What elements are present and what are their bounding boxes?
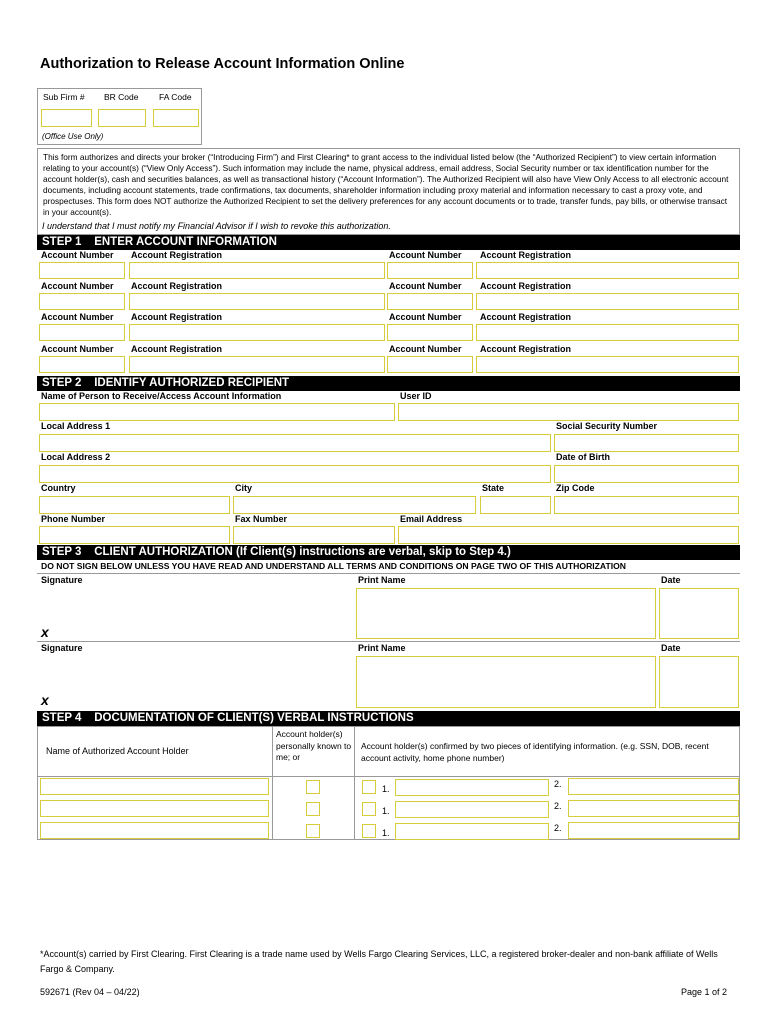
account-registration-field-4[interactable] [476, 293, 739, 310]
step1-header: STEP 1 ENTER ACCOUNT INFORMATION [37, 235, 740, 250]
sign-warning: DO NOT SIGN BELOW UNLESS YOU HAVE READ AND UNDERSTAND ALL TERMS AND CONDITIONS ON PAGE TWO OF THIS AUTHORIZATION [41, 561, 627, 571]
id-2-label-2: 2. [554, 801, 562, 811]
print-name-2-label: Print Name [358, 643, 406, 653]
fax-field[interactable] [233, 526, 395, 544]
fax-label: Fax Number [235, 514, 288, 524]
date-1-field[interactable] [659, 588, 739, 639]
account-number-label-2: Account Number [389, 250, 462, 260]
user-id-field[interactable] [398, 403, 739, 421]
recipient-name-label: Name of Person to Receive/Access Account Information [41, 391, 282, 401]
account-number-label-1: Account Number [41, 250, 114, 260]
state-field[interactable] [480, 496, 551, 514]
signature-2-x: x [41, 692, 49, 708]
zip-field[interactable] [554, 496, 739, 514]
known-column-header: Account holder(s) personally known to me; or [276, 729, 352, 762]
id-2-field-3[interactable] [568, 822, 739, 839]
state-label: State [482, 483, 505, 493]
date-2-field[interactable] [659, 656, 739, 708]
account-number-field-8[interactable] [387, 356, 473, 373]
email-label: Email Address [400, 514, 463, 524]
known-checkbox-2[interactable] [306, 802, 320, 816]
page-title: Authorization to Release Account Information Online [40, 56, 405, 72]
form-id: 592671 (Rev 04 – 04/22) [40, 987, 140, 997]
revoke-notice: I understand that I must notify my Financial Advisor if I wish to revoke this authorization. [42, 221, 391, 231]
fa-code-field[interactable] [153, 109, 199, 127]
local-address-1-field[interactable] [39, 434, 551, 452]
signature-2-label: Signature [41, 643, 83, 653]
city-field[interactable] [233, 496, 476, 514]
account-number-label-5: Account Number [41, 312, 114, 322]
account-number-field-6[interactable] [387, 324, 473, 341]
account-number-label-8: Account Number [389, 344, 462, 354]
print-name-2-field[interactable] [356, 656, 656, 708]
account-registration-label-1: Account Registration [131, 250, 223, 260]
user-id-label: User ID [400, 391, 432, 401]
account-registration-field-6[interactable] [476, 324, 739, 341]
step3-header: STEP 3 CLIENT AUTHORIZATION (If Client(s) instructions are verbal, skip to Step 4.) [37, 545, 740, 560]
local-address-2-field[interactable] [39, 465, 551, 483]
account-registration-field-3[interactable] [129, 293, 385, 310]
date-2-label: Date [661, 643, 681, 653]
id-2-label-3: 2. [554, 823, 562, 833]
local-address-1-label: Local Address 1 [41, 421, 111, 431]
confirm-checkbox-2[interactable] [362, 802, 376, 816]
account-registration-field-7[interactable] [129, 356, 385, 373]
account-registration-label-2: Account Registration [480, 250, 572, 260]
sub-firm-label: Sub Firm # [43, 92, 85, 102]
account-holder-name-field-3[interactable] [40, 822, 269, 839]
email-field[interactable] [398, 526, 739, 544]
br-code-field[interactable] [98, 109, 146, 127]
id-1-label-2: 1. [382, 806, 390, 816]
signature-2-field[interactable] [37, 656, 353, 708]
account-registration-label-3: Account Registration [131, 281, 223, 291]
br-code-label: BR Code [104, 92, 139, 102]
account-number-field-4[interactable] [387, 293, 473, 310]
ssn-label: Social Security Number [556, 421, 658, 431]
dob-field[interactable] [554, 465, 739, 483]
account-number-field-5[interactable] [39, 324, 125, 341]
signature-1-x: x [41, 624, 49, 640]
account-holder-name-field-2[interactable] [40, 800, 269, 817]
print-name-1-label: Print Name [358, 575, 406, 585]
id-1-field-1[interactable] [395, 779, 549, 796]
city-label: City [235, 483, 253, 493]
ssn-field[interactable] [554, 434, 739, 452]
account-number-label-7: Account Number [41, 344, 114, 354]
signature-1-label: Signature [41, 575, 83, 585]
print-name-1-field[interactable] [356, 588, 656, 639]
account-number-field-7[interactable] [39, 356, 125, 373]
account-holder-name-field-1[interactable] [40, 778, 269, 795]
id-1-label-1: 1. [382, 784, 390, 794]
confirm-checkbox-3[interactable] [362, 824, 376, 838]
account-registration-field-2[interactable] [476, 262, 739, 279]
name-column-header: Name of Authorized Account Holder [46, 746, 189, 756]
account-number-label-4: Account Number [389, 281, 462, 291]
account-registration-label-8: Account Registration [480, 344, 572, 354]
confirm-column-header: Account holder(s) confirmed by two pieces of identifying information. (e.g. SSN, DOB, recent account activity, home phone number) [361, 741, 709, 763]
local-address-2-label: Local Address 2 [41, 452, 111, 462]
account-registration-field-5[interactable] [129, 324, 385, 341]
account-number-label-3: Account Number [41, 281, 114, 291]
confirm-checkbox-1[interactable] [362, 780, 376, 794]
date-1-label: Date [661, 575, 681, 585]
phone-label: Phone Number [41, 514, 106, 524]
country-field[interactable] [39, 496, 230, 514]
id-1-label-3: 1. [382, 828, 390, 838]
country-label: Country [41, 483, 76, 493]
footer-note: *Account(s) carried by First Clearing. First Clearing is a trade name used by Wells Fargo Clearing Services, LLC, a registered broker-dealer and non-bank affiliate of Wells Fargo & Company. [40, 949, 718, 974]
id-2-field-1[interactable] [568, 778, 739, 795]
zip-label: Zip Code [556, 483, 595, 493]
account-registration-label-7: Account Registration [131, 344, 223, 354]
account-number-field-2[interactable] [387, 262, 473, 279]
sub-firm-field[interactable] [41, 109, 92, 127]
account-registration-field-1[interactable] [129, 262, 385, 279]
page-number: Page 1 of 2 [681, 987, 728, 997]
office-use-box [37, 88, 202, 145]
known-checkbox-3[interactable] [306, 824, 320, 838]
known-checkbox-1[interactable] [306, 780, 320, 794]
account-number-field-1[interactable] [39, 262, 125, 279]
dob-label: Date of Birth [556, 452, 610, 462]
fa-code-label: FA Code [159, 92, 192, 102]
phone-field[interactable] [39, 526, 230, 544]
account-registration-label-6: Account Registration [480, 312, 572, 322]
id-1-field-3[interactable] [395, 823, 549, 840]
account-number-field-3[interactable] [39, 293, 125, 310]
signature-1-field[interactable] [37, 588, 353, 639]
id-2-label-1: 2. [554, 779, 562, 789]
account-registration-label-5: Account Registration [131, 312, 223, 322]
account-registration-label-4: Account Registration [480, 281, 572, 291]
intro-text: This form authorizes and directs your broker (“Introducing Firm”) and First Clearing* to grant access to the individual listed below (the “Authorized Recipient”) to view certain information relating to your account(s) (“View Only Access”). Such information may include the name, physical address, email address, Social Security number or tax identification number for the account holder(s), cash and securities balances, as well as transactional history (“Account Information”). The Authorized Recipient will also have View Only Access to all electronic account documents, including account statements, trade confirmations, tax documents, shareholder information including proxy material and information necessary to cast a proxy vote, and prospectuses. This form does NOT authorize the Authorized Recipient to set the delivery preferences for any account documents or to trade, transfer funds, pay bills, or otherwise transact in your account(s). [43, 152, 729, 218]
recipient-name-field[interactable] [39, 403, 395, 421]
step4-header: STEP 4 DOCUMENTATION OF CLIENT(S) VERBAL INSTRUCTIONS [37, 711, 740, 726]
id-1-field-2[interactable] [395, 801, 549, 818]
account-number-label-6: Account Number [389, 312, 462, 322]
account-registration-field-8[interactable] [476, 356, 739, 373]
id-2-field-2[interactable] [568, 800, 739, 817]
step2-header: STEP 2 IDENTIFY AUTHORIZED RECIPIENT [37, 376, 740, 391]
office-use-note: (Office Use Only) [42, 132, 104, 141]
